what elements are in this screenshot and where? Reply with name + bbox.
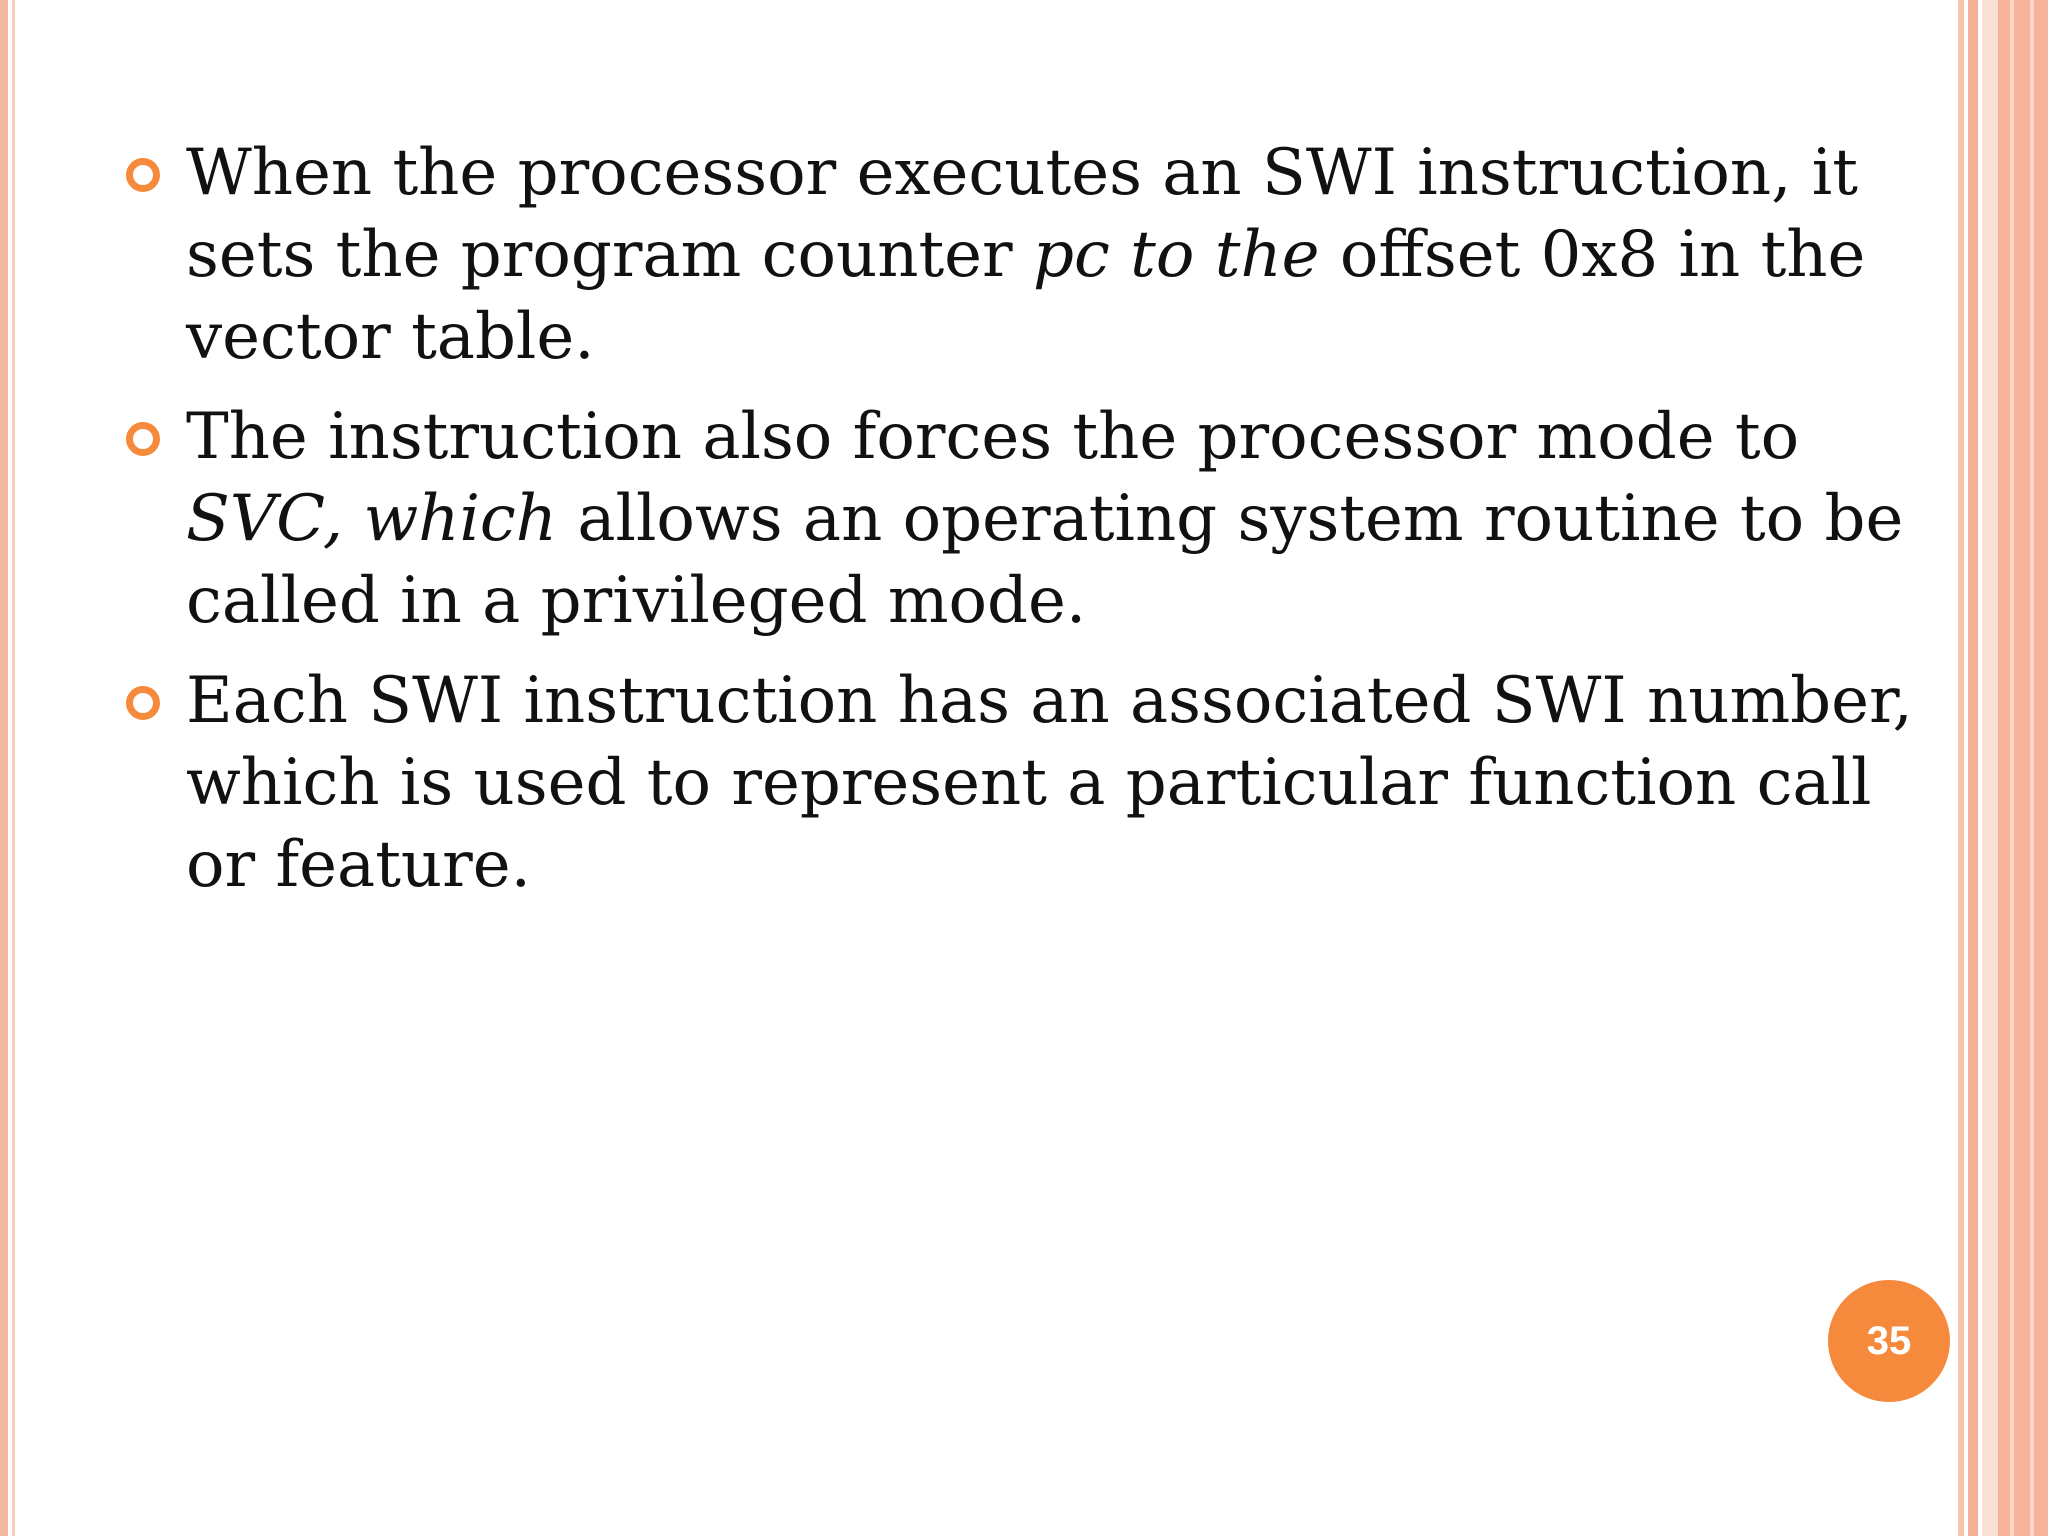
- bullet-text-italic: pc to the: [1032, 218, 1320, 292]
- bullet-text-part: Each SWI instruction has an associated SWI number, which is used to represent a particular function call or feature.: [186, 664, 1913, 902]
- bullet-text-part: When the processor executes an SWI instruction, it sets the program counter: [186, 136, 1858, 292]
- right-border-stripe: [1982, 0, 1998, 1536]
- bullet-text: [186, 664, 1913, 902]
- left-border-stripe-thin: [12, 0, 15, 1536]
- bullet-item: [126, 660, 1916, 906]
- bullet-text: [186, 400, 1903, 638]
- bullet-circle-icon: [126, 158, 160, 192]
- bullet-list: [126, 132, 1916, 924]
- bullet-item: [126, 132, 1916, 378]
- bullet-text-italic: SVC, which: [186, 482, 557, 556]
- right-border-band: [1998, 0, 2048, 1536]
- bullet-text: [186, 136, 1865, 374]
- page-number: 35: [1866, 1318, 1912, 1363]
- left-border-stripe: [0, 0, 8, 1536]
- right-border-stripe-thin: [2030, 0, 2034, 1536]
- bullet-text-part: allows an operating system routine to be called in a privileged mode.: [186, 482, 1904, 638]
- bullet-text-part: The instruction also forces the processor mode to: [186, 400, 1800, 474]
- bullet-circle-icon: [126, 422, 160, 456]
- right-border-stripe-thin: [2010, 0, 2014, 1536]
- right-border-stripe: [1968, 0, 1978, 1536]
- bullet-text-part: offset 0x8 in the vector table.: [186, 218, 1866, 374]
- right-border-stripe: [1958, 0, 1964, 1536]
- page-number-badge: [1828, 1280, 1950, 1402]
- bullet-circle-icon: [126, 686, 160, 720]
- bullet-item: [126, 396, 1916, 642]
